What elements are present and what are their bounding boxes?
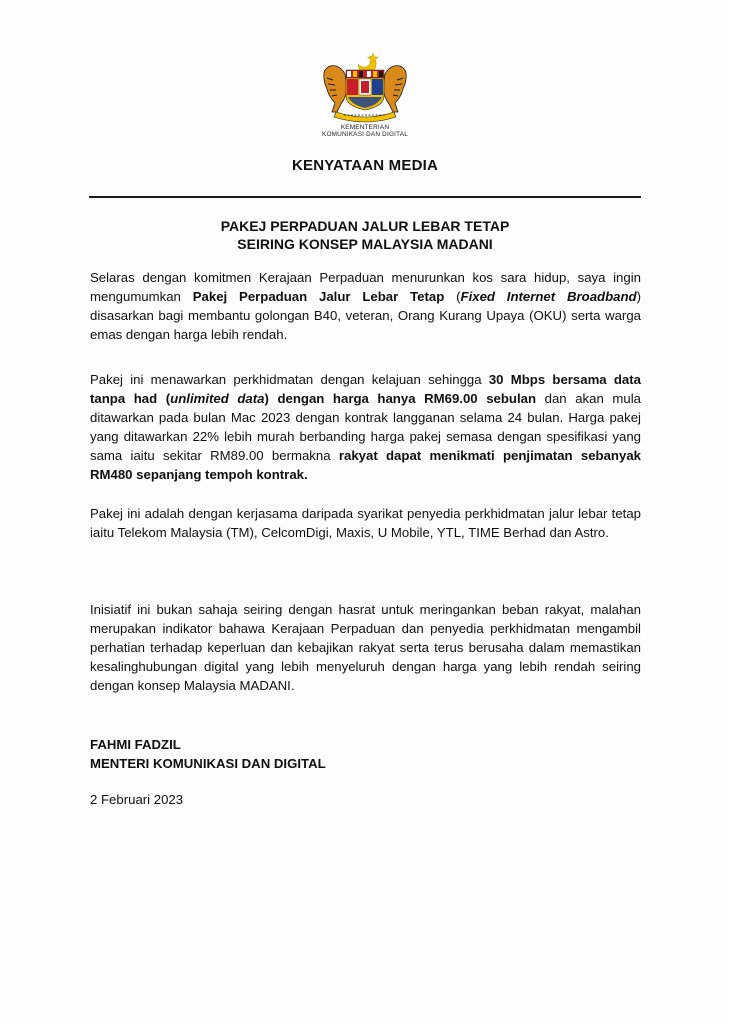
bold-text-run: 30 Mbps bersama data tanpa had ( (90, 372, 641, 406)
signature-block (90, 735, 326, 773)
ministry-line-2: KOMUNIKASI DAN DIGITAL (322, 131, 408, 139)
release-date: 2 Februari 2023 (90, 792, 184, 807)
paragraph-4: Inisiatif ini bukan sahaja seiring dengan hasrat untuk meringankan beban rakyat, malahan merupakan indikator bahawa Kerajaan Perpaduan dan penyedia perkhidmatan mengambil perhatian terhadap keperluan dan kebajikan rakyat serta terus berusaha dalam memastikan kesalinghubungan digital yang lebih menyeluruh dengan harga yang lebih rendah seiring dengan konsep Malaysia MADANI. (90, 602, 641, 693)
paragraph-1 (90, 268, 641, 344)
bold-text-run: Pakej Perpaduan Jalur Lebar Tetap (192, 289, 445, 304)
bold-italic-text-run: unlimited data (170, 391, 265, 406)
text-run: ) disasarkan bagi membantu golongan B40, veteran, Orang Kurang Upaya (OKU) serta warga emas dengan harga lebih rendah. (90, 289, 642, 342)
paragraph-3: Pakej ini adalah dengan kerjasama daripada syarikat penyedia perkhidmatan jalur lebar tetap iaitu Telekom Malaysia (TM), CelcomDigi, Maxis, U Mobile, YTL, TIME Berhad dan Astro. (90, 506, 641, 540)
bold-text-run: rakyat dapat menikmati penjimatan sebanyak RM480 sepanjang tempoh kontrak. (90, 448, 641, 482)
signer-position: MENTERI KOMUNIKASI DAN DIGITAL (90, 756, 326, 771)
title-line-2: SEIRING KONSEP MALAYSIA MADANI (237, 236, 493, 252)
text-run: Pakej ini menawarkan perkhidmatan dengan kelajuan sehingga (90, 372, 489, 387)
ministry-line-1: KEMENTERIAN (340, 124, 390, 131)
paragraph-2 (90, 370, 641, 484)
text-run: ( (444, 289, 461, 304)
signer-name: FAHMI FADZIL (90, 737, 181, 752)
press-release-title (0, 217, 730, 253)
ministry-name (305, 124, 425, 139)
bold-italic-text-run: Fixed Internet Broadband (460, 289, 637, 304)
bold-text-run: ) dengan harga hanya RM69.00 sebulan (264, 391, 537, 406)
title-line-1: PAKEJ PERPADUAN JALUR LEBAR TETAP (220, 218, 510, 234)
malaysia-coat-of-arms-icon (318, 50, 412, 124)
document-type-heading: KENYATAAN MEDIA (291, 157, 439, 174)
heading-divider (89, 196, 641, 198)
text-run: Selaras dengan komitmen Kerajaan Perpaduan menurunkan kos sara hidup, saya ingin mengumumkan (90, 270, 641, 304)
text-run: dan akan mula ditawarkan pada bulan Mac 2023 dengan kontrak langganan selama 24 bulan. Harga pakej yang ditawarkan 22% lebih murah berbanding harga pakej semasa dengan spesifikasi yang sama iaitu sekitar RM89.00 bermakna (90, 391, 641, 463)
